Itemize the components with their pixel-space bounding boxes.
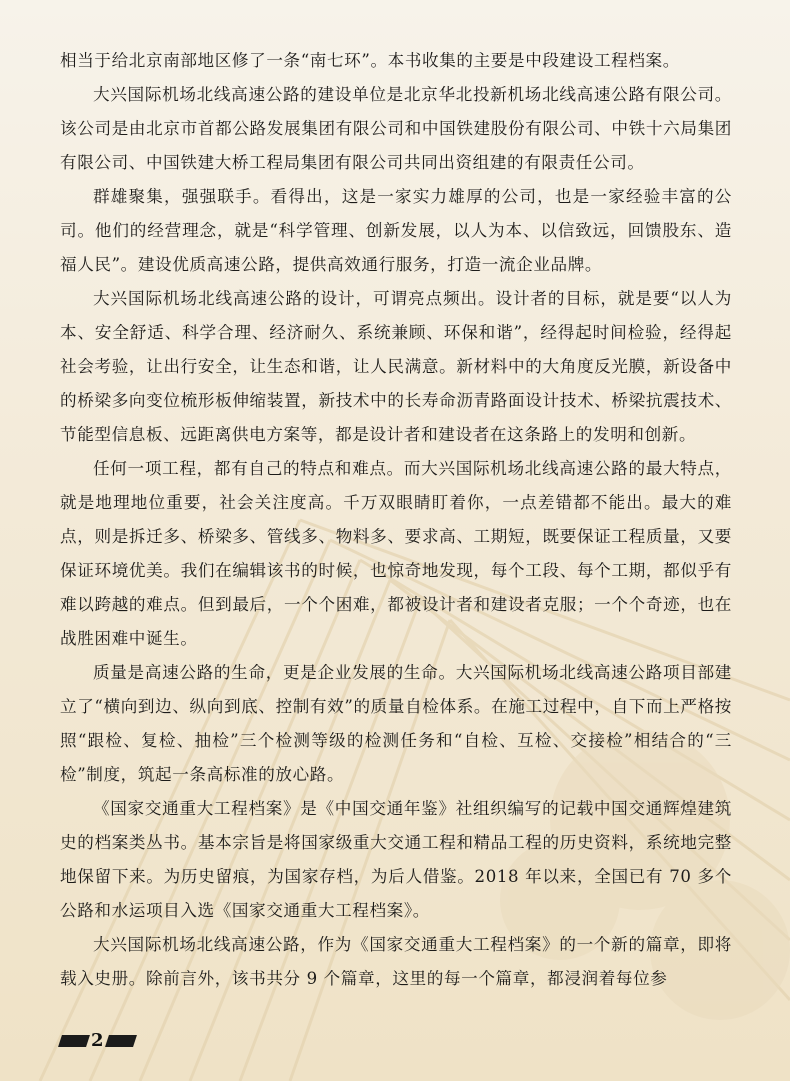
paragraph: 质量是高速公路的生命，更是企业发展的生命。大兴国际机场北线高速公路项目部建立了“横向到边、纵向到底、控制有效”的质量自检体系。在施工过程中，自下而上严格按照“跟检、复检、抽检”三个检测等级的检测任务和“自检、互检、交接检”相结合的“三检”制度，筑起一条高标准的放心路。 xyxy=(60,663,732,784)
paragraph: 大兴国际机场北线高速公路的设计，可谓亮点频出。设计者的目标，就是要“以人为本、安全舒适、科学合理、经济耐久、系统兼顾、环保和谐”，经得起时间检验，经得起社会考验，让出行安全，让生态和谐，让人民满意。新材料中的大角度反光膜，新设备中的桥梁多向变位梳形板伸缩装置，新技术中的长寿命沥青路面设计技术、桥梁抗震技术、节能型信息板、远距离供电方案等，都是设计者和建设者在这条路上的发明和创新。 xyxy=(60,289,732,444)
footer-bar-right xyxy=(105,1035,137,1047)
paragraph: 《国家交通重大工程档案》是《中国交通年鉴》社组织编写的记载中国交通辉煌建筑史的档案类丛书。基本宗旨是将国家级重大交通工程和精品工程的历史资料，系统地完整地保留下来。为历史留痕，为国家存档，为后人借鉴。2018 年以来，全国已有 70 多个公路和水运项目入选《国家交通重大工程档案》。 xyxy=(60,799,732,920)
paragraph: 群雄聚集，强强联手。看得出，这是一家实力雄厚的公司，也是一家经验丰富的公司。他们的经营理念，就是“科学管理、创新发展，以人为本、以信致远，回馈股东、造福人民”。建设优质高速公路，提供高效通行服务，打造一流企业品牌。 xyxy=(60,187,732,274)
page-footer xyxy=(60,1030,135,1052)
paragraph: 任何一项工程，都有自己的特点和难点。而大兴国际机场北线高速公路的最大特点，就是地理地位重要，社会关注度高。千万双眼睛盯着你，一点差错都不能出。最大的难点，则是拆迁多、桥梁多、管线多、物料多、要求高、工期短，既要保证工程质量，又要保证环境优美。我们在编辑该书的时候，也惊奇地发现，每个工段、每个工期，都似乎有难以跨越的难点。但到最后，一个个困难，都被设计者和建设者克服；一个个奇迹，也在战胜困难中诞生。 xyxy=(60,459,732,648)
body-text xyxy=(60,44,732,996)
page-number: 2 xyxy=(91,1030,104,1051)
paragraph: 相当于给北京南部地区修了一条“南七环”。本书收集的主要是中段建设工程档案。 xyxy=(60,51,680,70)
paragraph: 大兴国际机场北线高速公路，作为《国家交通重大工程档案》的一个新的篇章，即将载入史册。除前言外，该书共分 9 个篇章，这里的每一个篇章，都浸润着每位参 xyxy=(60,935,732,988)
footer-bar-left xyxy=(58,1035,90,1047)
paragraph: 大兴国际机场北线高速公路的建设单位是北京华北投新机场北线高速公路有限公司。该公司是由北京市首都公路发展集团有限公司和中国铁建股份有限公司、中铁十六局集团有限公司、中国铁建大桥工程局集团有限公司共同出资组建的有限责任公司。 xyxy=(60,85,732,172)
